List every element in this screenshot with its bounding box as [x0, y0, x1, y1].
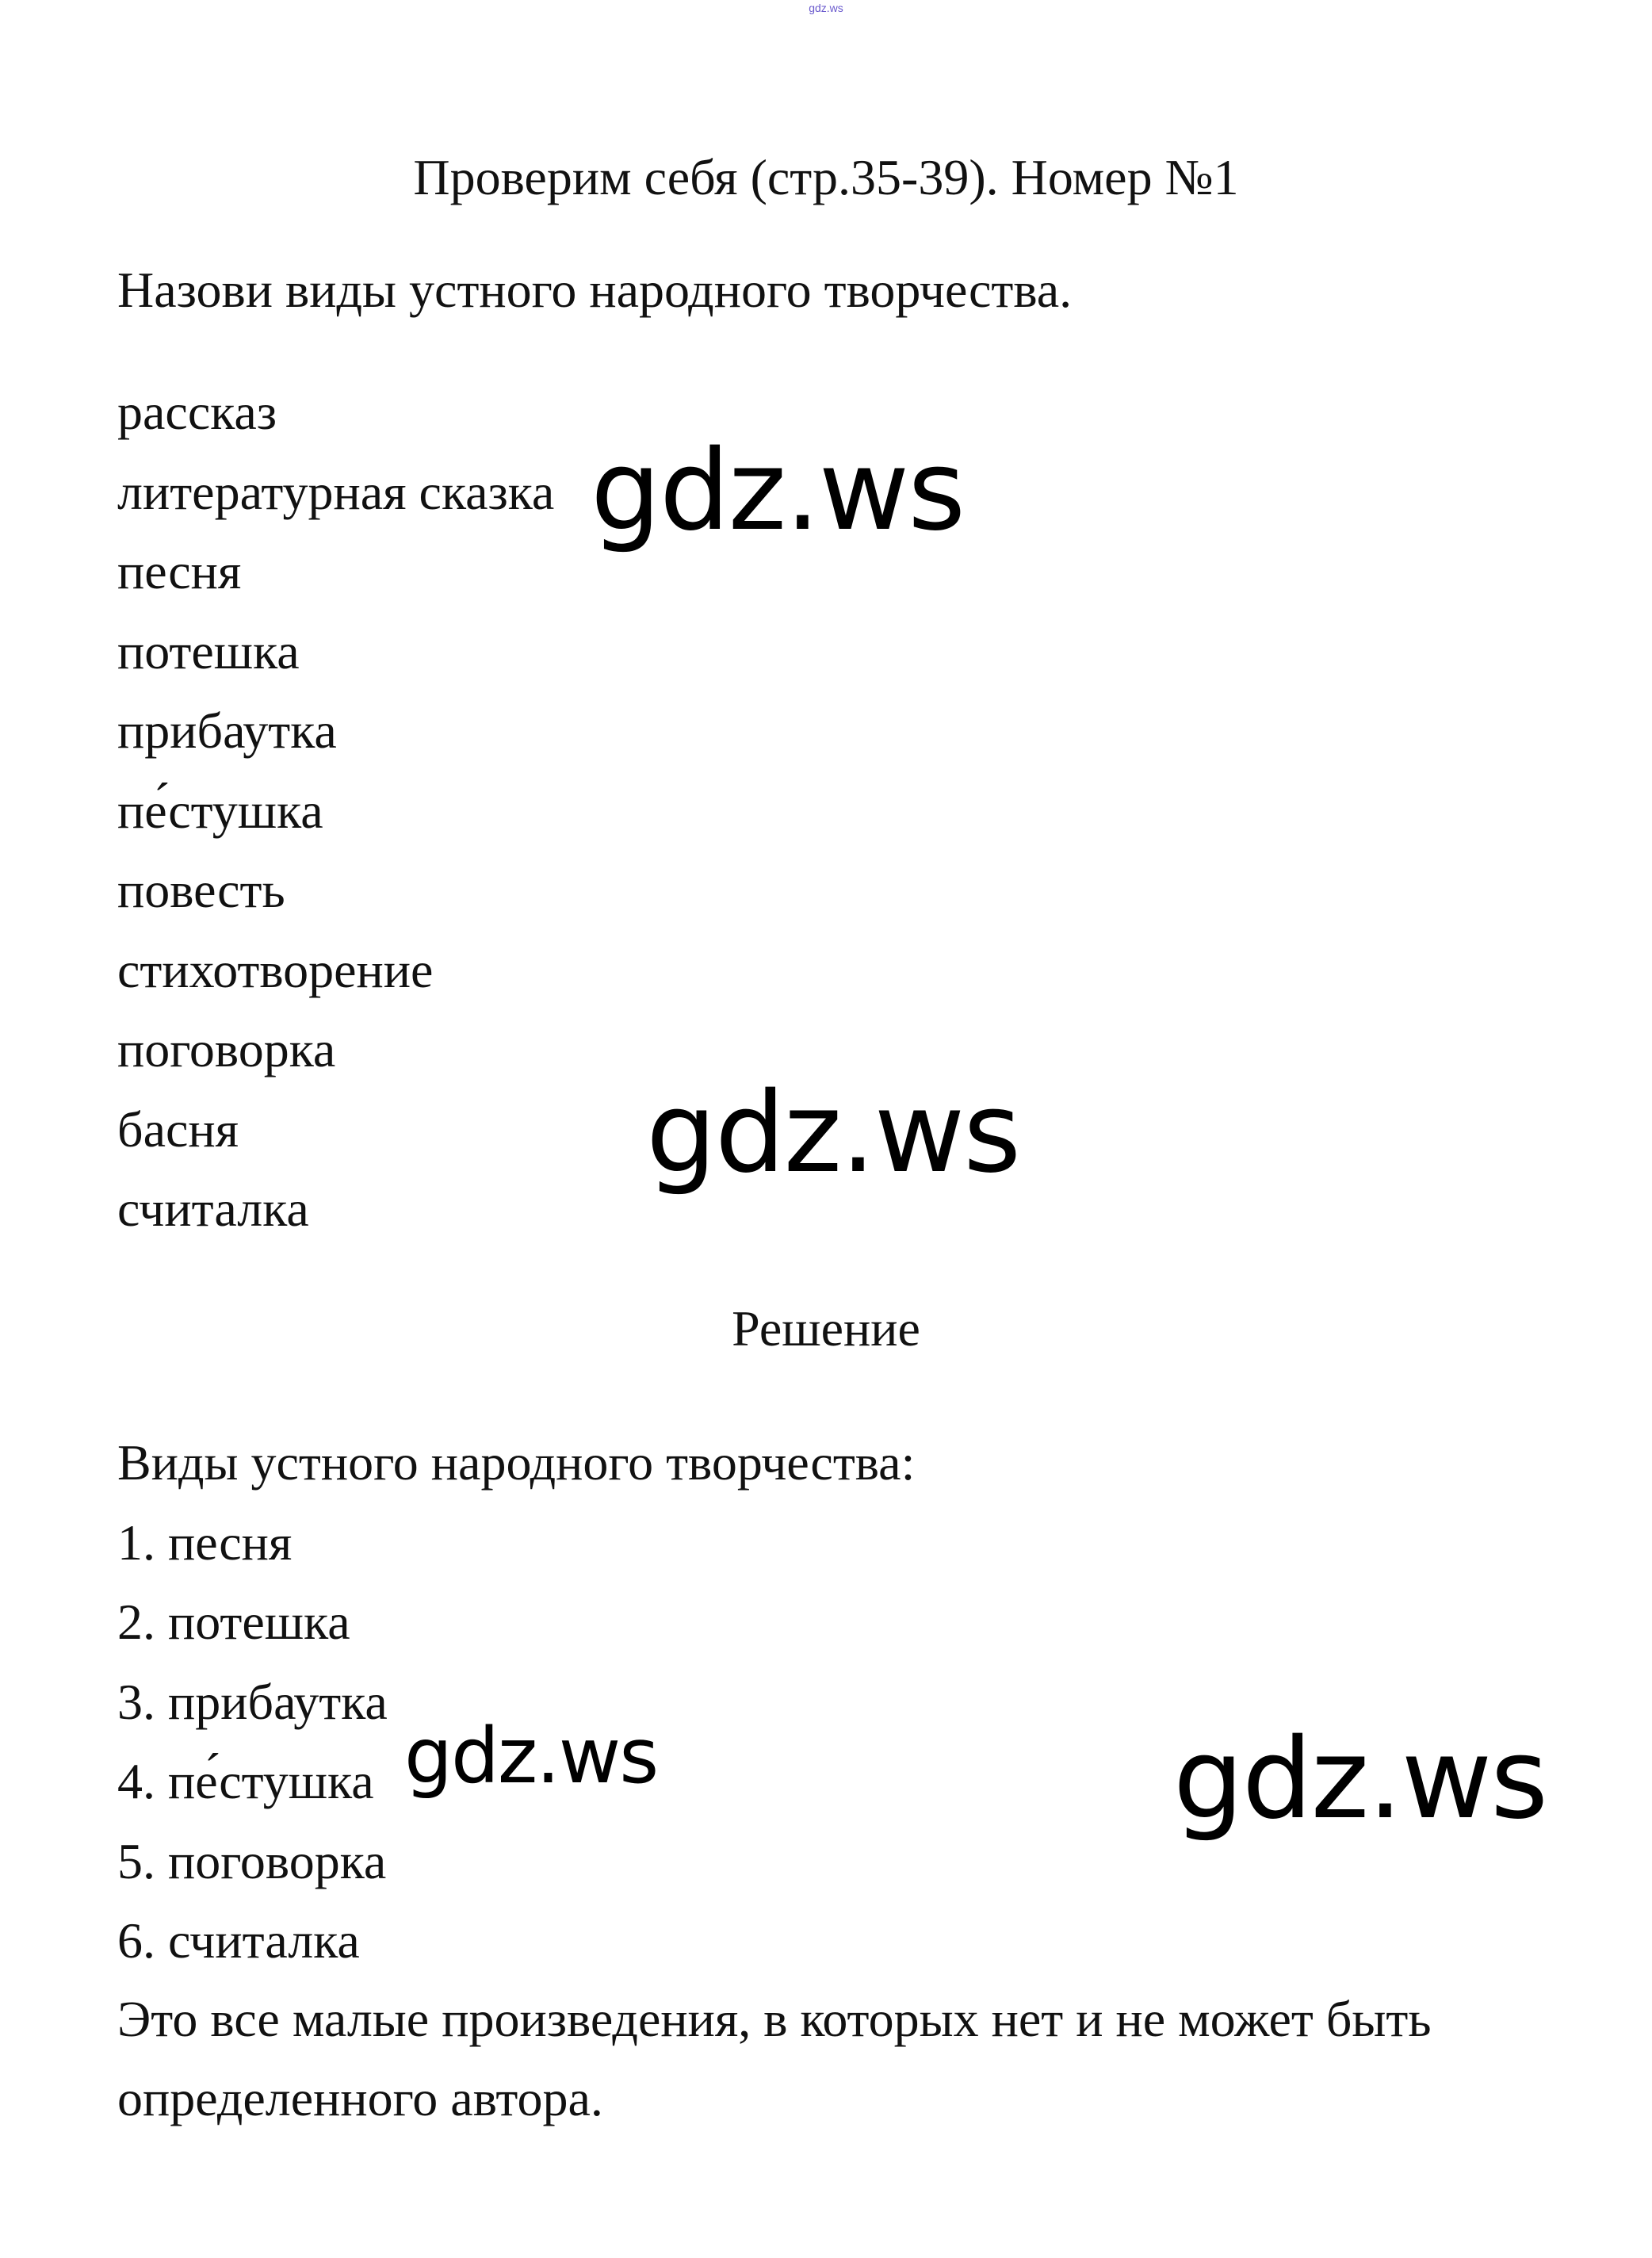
watermark: gdz.ws [591, 427, 965, 556]
solution-intro: Виды устного народного творчества: [117, 1434, 916, 1491]
answer-item: 5. поговорка [117, 1832, 387, 1889]
list-item: повесть [117, 862, 285, 918]
list-item: считалка [117, 1181, 309, 1237]
conclusion-text: Это все малые произведения, в которых нет и не может быть определенного автора. [117, 1991, 1432, 2126]
options-list [117, 373, 554, 1250]
answer-item: 4. пе́стушка [117, 1753, 374, 1809]
list-item: литературная сказка [117, 463, 555, 520]
list-item: пе́стушка [117, 782, 323, 839]
watermark: gdz.ws [404, 1712, 658, 1801]
list-item: басня [117, 1100, 239, 1158]
answers-list [117, 1423, 915, 1981]
list-item: песня [117, 543, 242, 599]
solution-heading: Решение [732, 1300, 920, 1357]
list-item: рассказ [117, 384, 277, 440]
watermark: gdz.ws [1173, 1715, 1547, 1844]
answer-item: 6. считалка [117, 1912, 360, 1969]
answer-item: 3. прибаутка [117, 1673, 388, 1730]
page-title: Проверим себя (стр.35-39). Номер №1 [413, 149, 1239, 205]
top-watermark: gdz.ws [809, 2, 843, 14]
list-item: потешка [117, 622, 300, 679]
list-item: прибаутка [117, 702, 337, 759]
question-text: Назови виды устного народного творчества. [117, 262, 1073, 318]
list-item: стихотворение [117, 941, 434, 998]
answer-item: 1. песня [117, 1514, 293, 1571]
watermark: gdz.ws [646, 1069, 1020, 1198]
list-item: поговорка [117, 1021, 336, 1077]
answer-item: 2. потешка [117, 1594, 350, 1650]
